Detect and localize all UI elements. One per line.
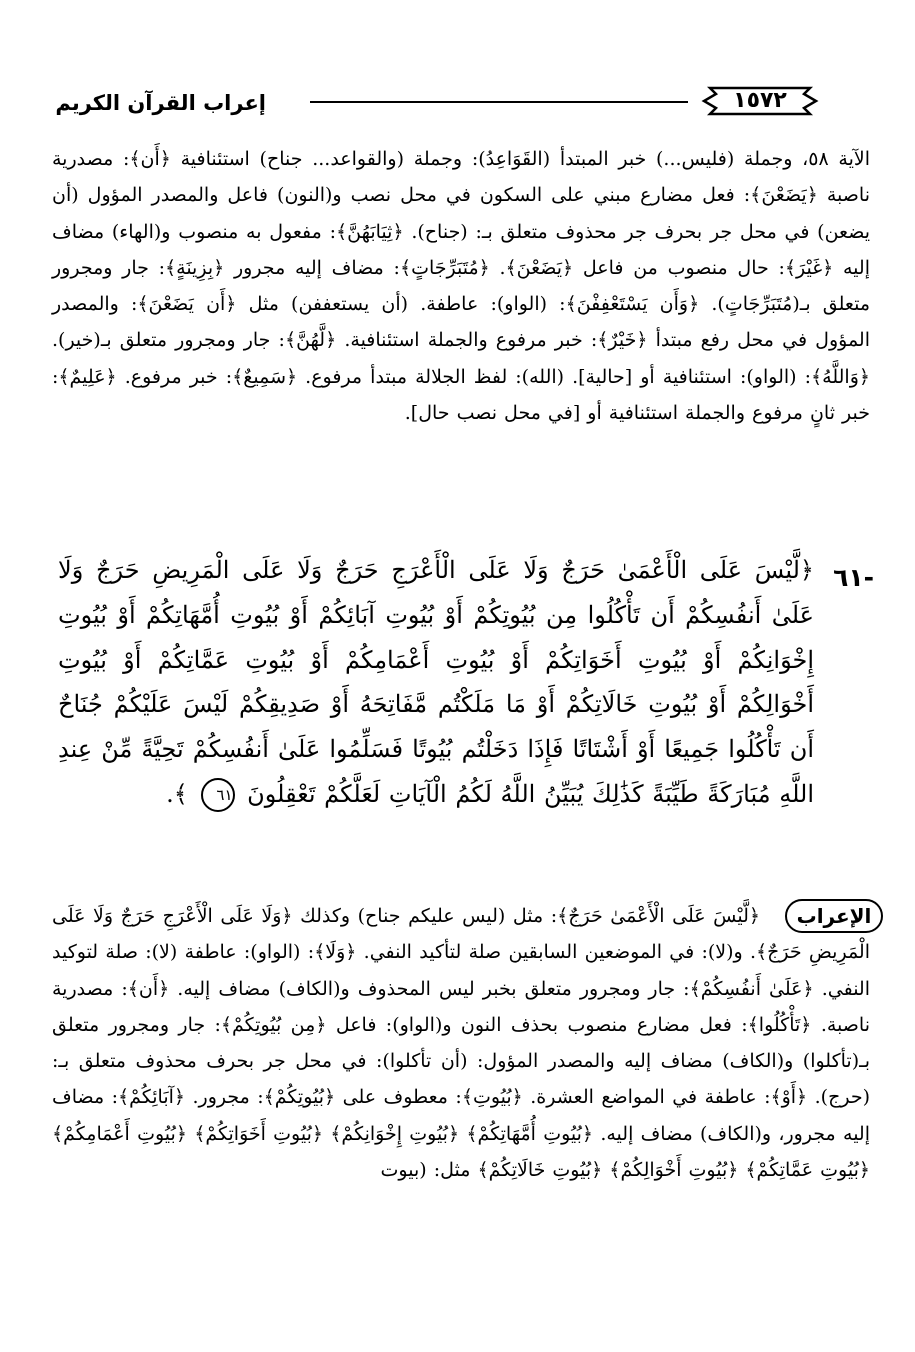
- ayah-end-marker: ٦١: [201, 778, 235, 812]
- irab-text: ﴿لَّيْسَ عَلَى الْأَعْمَىٰ حَرَجٌ﴾: مثل (ليس عليكم جناح) وكذلك ﴿وَلَا عَلَى الْأَعْرَجِ حَرَجٌ وَلَا عَلَى الْمَرِيضِ حَرَجٌ﴾. و(لا): في الموضعين السابقين صلة لتأكيد النفي. ﴿وَلَا﴾: (الواو): عاطفة (لا): صلة لتوكيد النفي. ﴿عَلَىٰ أَنفُسِكُمْ﴾: جار ومجرور متعلق بخبر ليس المحذوف و(الكاف) مضاف إليه. ﴿أَن﴾: مصدرية ناصبة. ﴿تَأْكُلُوا﴾: فعل مضارع منصوب بحذف النون و(الواو): فاعل ﴿مِن بُيُوتِكُمْ﴾: جار ومجرور متعلق بـ(تأكلوا) و(الكاف) مضاف إليه والمصدر المؤول: (أن تأكلوا): في محل جر بحرف محذوف متعلق بـ: (حرج). ﴿أَوْ﴾: عاطفة في المواضع العشرة. ﴿بُيُوتِ﴾: معطوف على ﴿بُيُوتِكُمْ﴾: مجرور. ﴿آبَائِكُمْ﴾: مضاف إليه مجرور، و(الكاف) مضاف إليه. ﴿بُيُوتِ أُمَّهَاتِكُمْ﴾ ﴿بُيُوتِ إِخْوَانِكُمْ﴾ ﴿بُيُوتِ أَخَوَاتِكُمْ﴾ ﴿بُيُوتِ أَعْمَامِكُمْ﴾ ﴿بُيُوتِ عَمَّاتِكُمْ﴾ ﴿بُيُوتِ أَخْوَالِكُمْ﴾ ﴿بُيُوتِ خَالَاتِكُمْ﴾ مثل: (بيوت: [52, 905, 870, 1182]
- header-rule: [310, 101, 688, 103]
- verse-text: ﴿لَّيْسَ عَلَى الْأَعْمَىٰ حَرَجٌ وَلَا عَلَى الْأَعْرَجِ حَرَجٌ وَلَا عَلَى الْمَرِيضِ حَرَجٌ وَلَا عَلَىٰ أَنفُسِكُمْ أَن تَأْكُلُوا مِن بُيُوتِكُمْ أَوْ بُيُوتِ آبَائِكُمْ أَوْ بُيُوتِ أُمَّهَاتِكُمْ أَوْ بُيُوتِ إِخْوَانِكُمْ أَوْ بُيُوتِ أَخَوَاتِكُمْ أَوْ بُيُوتِ أَعْمَامِكُمْ أَوْ بُيُوتِ عَمَّاتِكُمْ أَوْ بُيُوتِ أَخْوَالِكُمْ أَوْ بُيُوتِ خَالَاتِكُمْ أَوْ مَا مَلَكْتُم مَّفَاتِحَهُ أَوْ صَدِيقِكُمْ لَيْسَ عَلَيْكُمْ جُنَاحٌ أَن تَأْكُلُوا جَمِيعًا أَوْ أَشْتَاتًا فَإِذَا دَخَلْتُم بُيُوتًا فَسَلِّمُوا عَلَىٰ أَنفُسِكُمْ تَحِيَّةً مِّنْ عِندِ اللَّهِ مُبَارَكَةً طَيِّبَةً كَذَٰلِكَ يُبَيِّنُ اللَّهُ لَكُمُ الْآيَاتِ لَعَلَّكُمْ تَعْقِلُونَ: [58, 556, 815, 808]
- verse-number: ٦١-: [833, 563, 874, 592]
- irab-paragraph: [52, 898, 870, 1188]
- irab-heading: الإعراب: [796, 904, 872, 928]
- commentary-paragraph: [52, 141, 870, 431]
- page-number-badge: [700, 84, 820, 118]
- book-title: إعراب القرآن الكريم: [55, 91, 266, 115]
- verse-closing: ﴾.: [166, 779, 188, 808]
- commentary-text: الآية ٥٨، وجملة (فليس...) خبر المبتدأ (القَوَاعِدُ): وجملة (والقواعد... جناح) استئنافية ﴿أَن﴾: مصدرية ناصبة ﴿يَضَعْنَ﴾: فعل مضارع مبني على السكون في محل نصب و(النون) فاعل والمصدر المؤول (أن يضعن) في محل جر بحرف جر محذوف متعلق بـ: (جناح). ﴿ثِيَابَهُنَّ﴾: مفعول به منصوب و(الهاء) مضاف إليه ﴿غَيْرَ﴾: حال منصوب من فاعل ﴿يَضَعْنَ﴾. ﴿مُتَبَرِّجَاتٍ﴾: مضاف إليه مجرور ﴿بِزِينَةٍ﴾: جار ومجرور متعلق بـ(مُتَبَرِّجَاتٍ). ﴿وَأَن يَسْتَعْفِفْنَ﴾: (الواو): عاطفة. (أن يستعففن) مثل ﴿أَن يَضَعْنَ﴾: والمصدر المؤول في محل رفع مبتدأ ﴿خَيْرٌ﴾: خبر مرفوع والجملة استئنافية. ﴿لَّهُنَّ﴾: جار ومجرور متعلق بـ(خير). ﴿وَاللَّهُ﴾: (الواو): استئنافية أو [حالية]. (الله): لفظ الجلالة مبتدأ مرفوع. ﴿سَمِيعٌ﴾: خبر مرفوع. ﴿عَلِيمٌ﴾: خبر ثانٍ مرفوع والجملة استئنافية أو [في محل نصب حال].: [52, 148, 870, 425]
- quran-verse: [58, 548, 814, 817]
- page-number: ١٥٧٢: [733, 88, 787, 113]
